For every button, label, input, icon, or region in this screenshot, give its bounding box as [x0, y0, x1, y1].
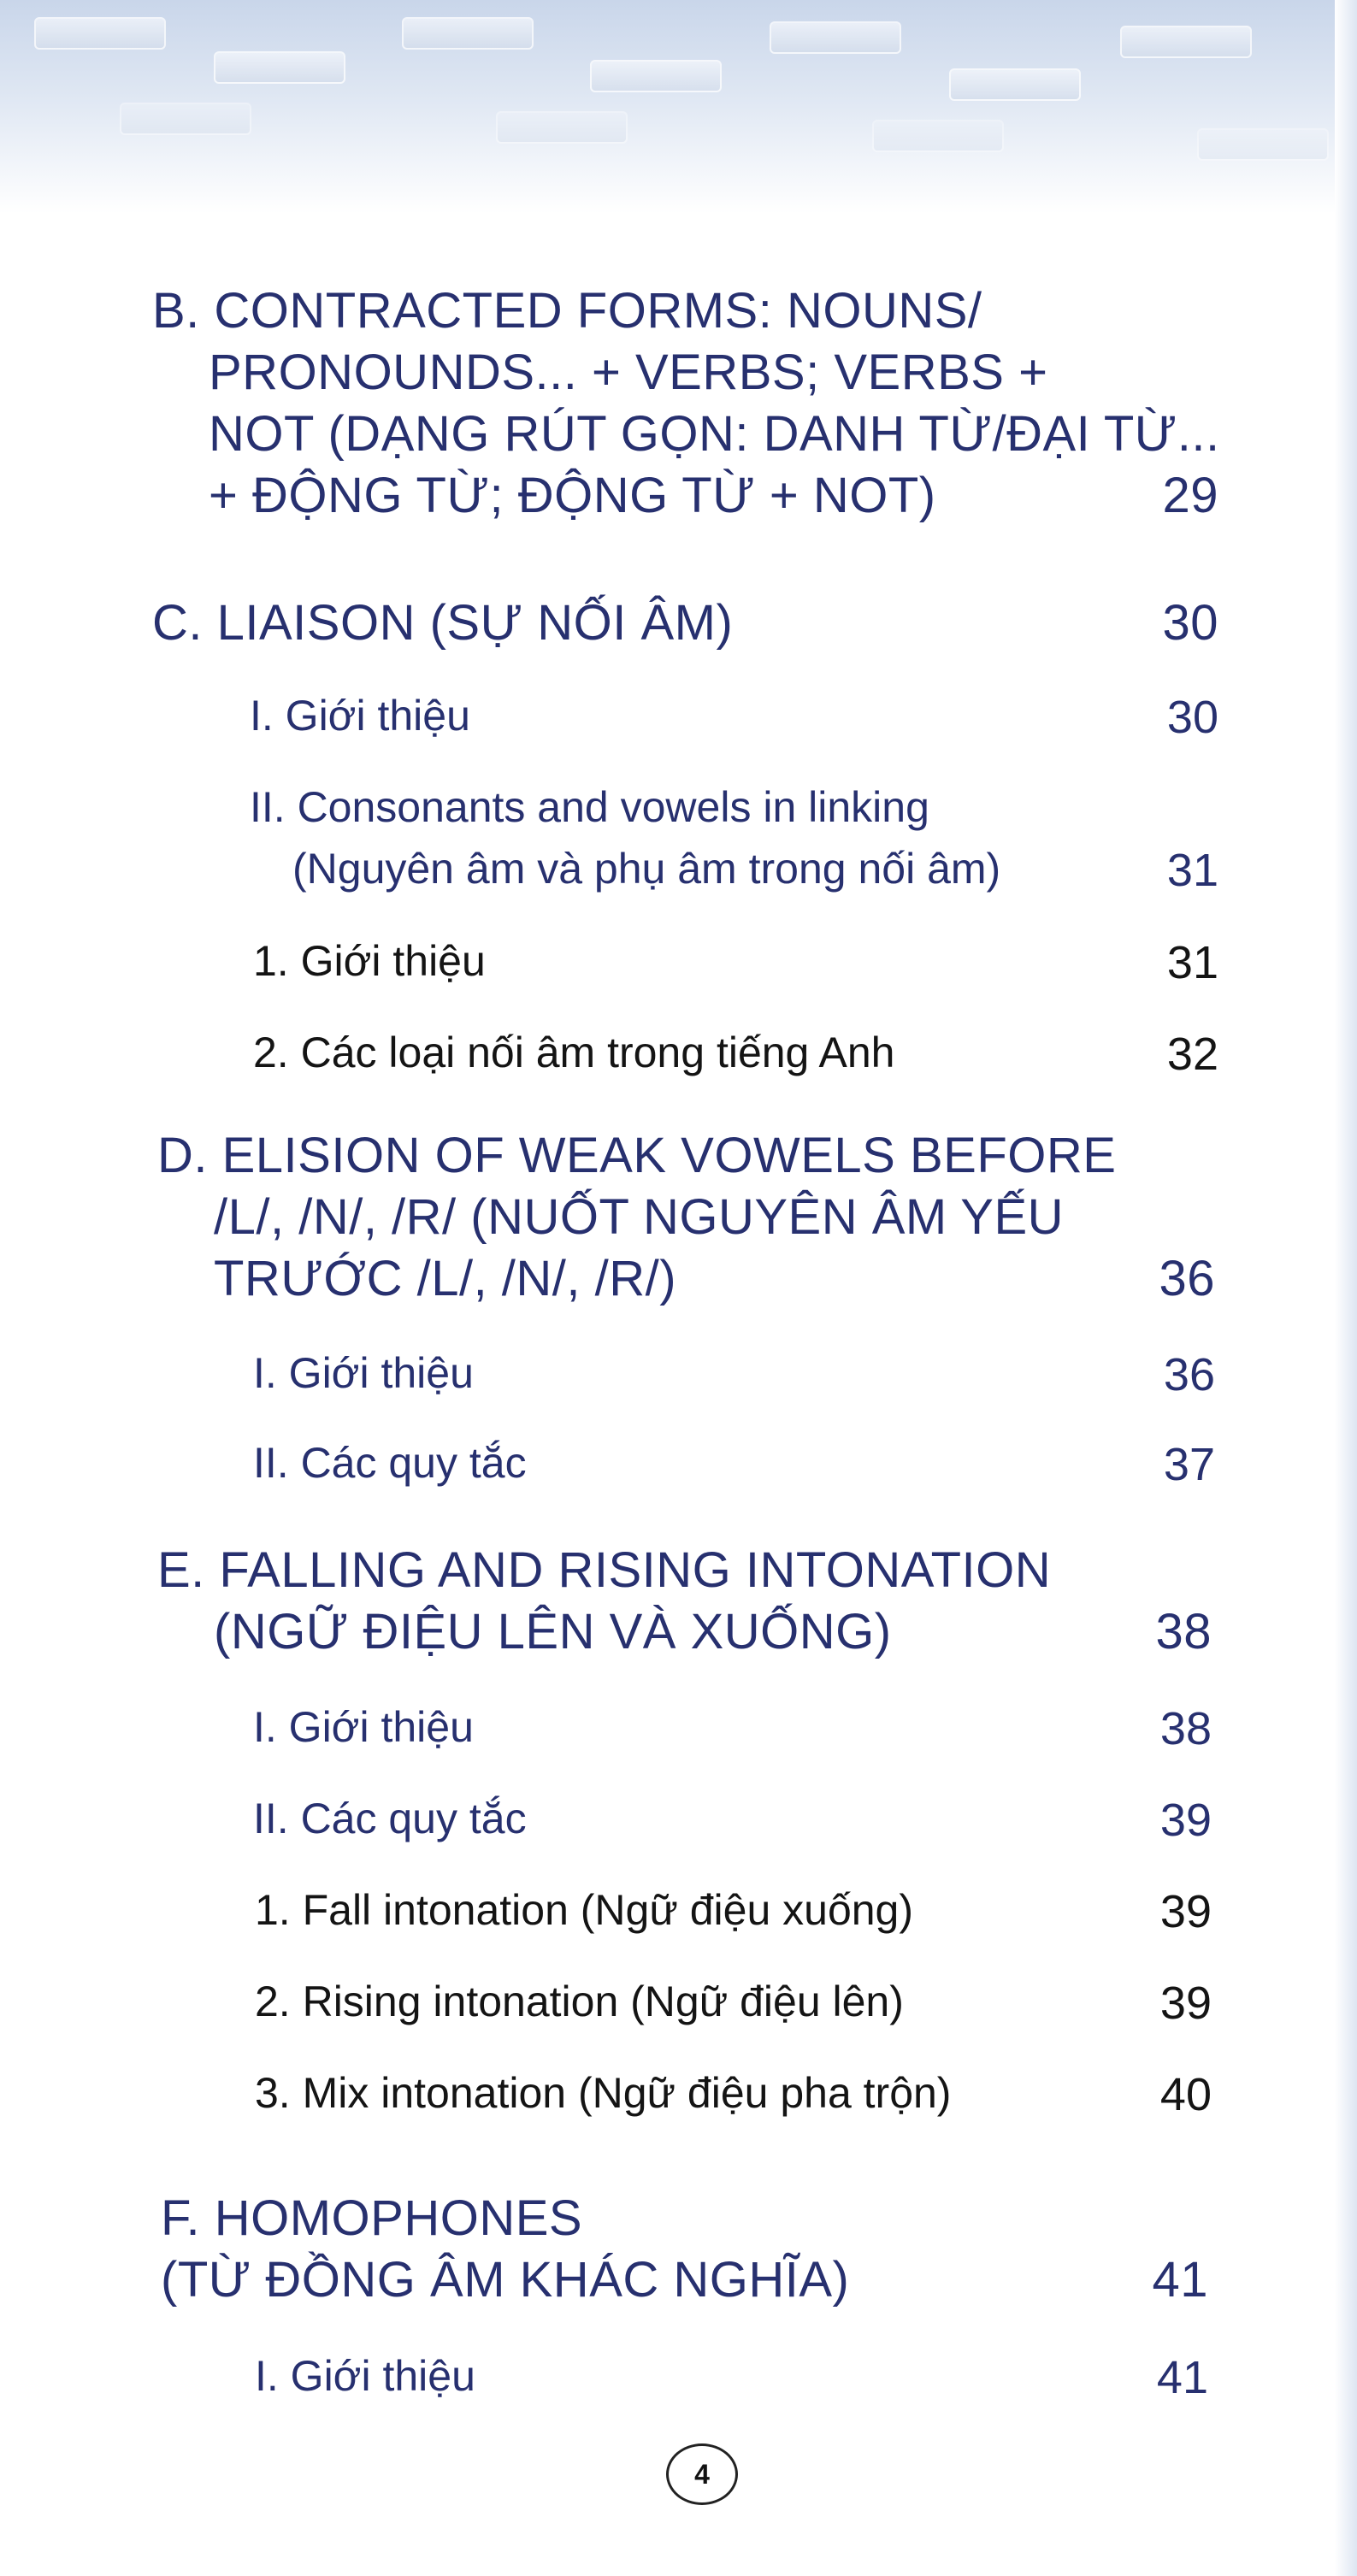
- toc-item-label: I. Giới thiệu: [253, 1349, 474, 1397]
- toc-item-label: 2. Các loại nối âm trong tiếng Anh: [253, 1029, 895, 1076]
- toc-item[interactable]: [253, 936, 1218, 991]
- toc-item-label: 2. Rising intonation (Ngữ điệu lên): [255, 1978, 904, 2025]
- toc-section-b-page: 29: [1162, 468, 1218, 523]
- toc-item[interactable]: [255, 2351, 1208, 2406]
- toc-item-page: 32: [1166, 1029, 1218, 1080]
- toc-item-page: 38: [1159, 1703, 1212, 1754]
- toc-item[interactable]: [253, 1438, 1215, 1493]
- toc-section-f-line-1: F. HOMOPHONES: [161, 2190, 583, 2246]
- toc-item-page: 39: [1159, 1795, 1212, 1846]
- toc-section-e[interactable]: [157, 1541, 1212, 1670]
- toc-item-page: 39: [1159, 1978, 1212, 2029]
- toc-item-label: 3. Mix intonation (Ngữ điệu pha trộn): [255, 2069, 952, 2117]
- toc-item[interactable]: [250, 691, 1218, 746]
- toc-section-b-line-3: NOT (DẠNG RÚT GỌN: DANH TỪ/ĐẠI TỪ...: [209, 406, 1220, 462]
- toc-section-b[interactable]: [152, 282, 1218, 530]
- toc-section-e-line-2: (NGỮ ĐIỆU LÊN VÀ XUỐNG): [214, 1604, 892, 1659]
- toc-section-f[interactable]: [161, 2190, 1208, 2318]
- toc-item-page: 31: [1166, 845, 1218, 896]
- toc-section-d-line-1: D. ELISION OF WEAK VOWELS BEFORE: [157, 1128, 1117, 1183]
- toc-section-f-line-2: (TỪ ĐỒNG ÂM KHÁC NGHĨA): [161, 2252, 850, 2308]
- toc-section-d[interactable]: [157, 1127, 1215, 1315]
- toc-item[interactable]: [253, 1702, 1212, 1757]
- toc-item[interactable]: [255, 1977, 1212, 2031]
- toc-section-c-page: 30: [1162, 595, 1218, 651]
- toc-section-b-line-2: PRONOUNDS... + VERBS; VERBS +: [209, 345, 1048, 400]
- toc-item-page: 31: [1166, 937, 1218, 988]
- toc-section-d-line-2: /L/, /N/, /R/ (NUỐT NGUYÊN ÂM YẾU: [214, 1189, 1065, 1245]
- toc-section-f-page: 41: [1152, 2252, 1208, 2308]
- toc-item-label: I. Giới thiệu: [253, 1703, 474, 1751]
- toc-item-page: 30: [1166, 692, 1218, 743]
- toc-item-label: II. Các quy tắc: [253, 1795, 527, 1842]
- toc-section-d-page: 36: [1159, 1251, 1215, 1306]
- toc-section-c-title: C. LIAISON (SỰ NỐI ÂM): [152, 595, 734, 651]
- toc-section-b-line-1: B. CONTRACTED FORMS: NOUNS/: [152, 283, 982, 339]
- toc-item[interactable]: [253, 1348, 1215, 1403]
- toc-section-c[interactable]: [152, 594, 1218, 663]
- toc-item-page: 40: [1159, 2069, 1212, 2120]
- toc-item-page: 37: [1163, 1439, 1215, 1490]
- toc-item[interactable]: [253, 1028, 1218, 1082]
- toc-item-page: 39: [1159, 1886, 1212, 1937]
- toc-item-page: 41: [1156, 2352, 1208, 2403]
- page-number: 4: [666, 2443, 738, 2505]
- toc-section-b-line-4: + ĐỘNG TỪ; ĐỘNG TỪ + NOT): [209, 468, 936, 523]
- toc-section-d-line-3: TRƯỚC /L/, /N/, /R/): [214, 1251, 677, 1306]
- toc-item[interactable]: [253, 1794, 1212, 1848]
- toc-item[interactable]: [255, 1885, 1212, 1940]
- toc-item-label: 1. Fall intonation (Ngữ điệu xuống): [255, 1886, 914, 1934]
- toc-item[interactable]: [250, 782, 1218, 902]
- toc-item-label: II. Consonants and vowels in linking: [250, 783, 929, 831]
- toc-item-label: 1. Giới thiệu: [253, 937, 486, 985]
- toc-item-label: II. Các quy tắc: [253, 1439, 527, 1487]
- toc-section-e-page: 38: [1155, 1604, 1212, 1659]
- toc-item-label: I. Giới thiệu: [255, 2352, 475, 2400]
- toc-item[interactable]: [255, 2068, 1212, 2123]
- toc-item-label: I. Giới thiệu: [250, 692, 470, 740]
- toc-section-e-line-1: E. FALLING AND RISING INTONATION: [157, 1542, 1052, 1598]
- toc-item-page: 36: [1163, 1349, 1215, 1400]
- toc-item-label-line-2: (Nguyên âm và phụ âm trong nối âm): [292, 845, 1001, 893]
